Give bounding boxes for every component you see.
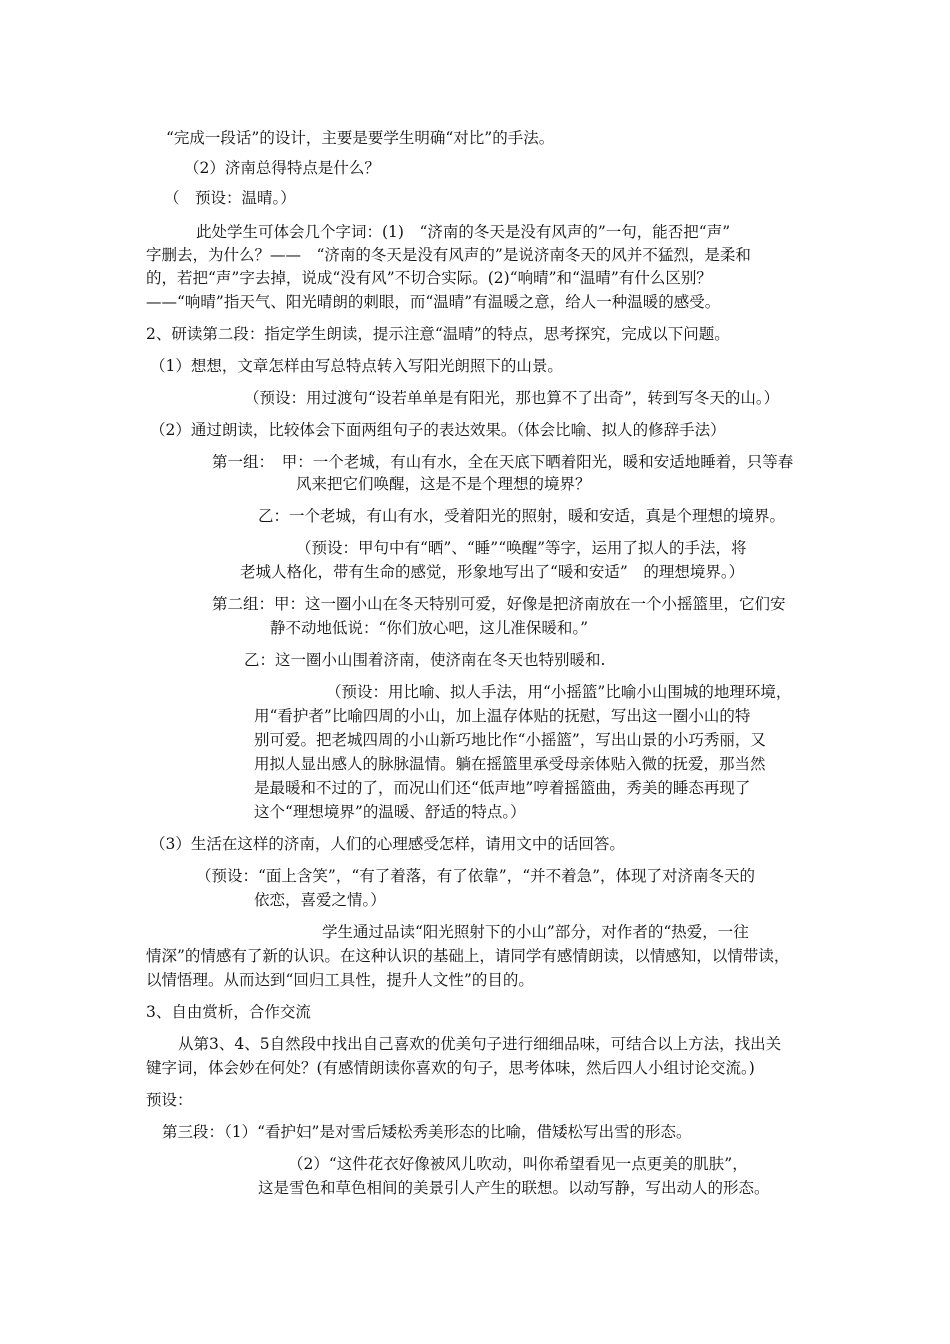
- section-heading: 3、自由赏析，合作交流: [146, 1003, 311, 1021]
- text-line: （3）生活在这样的济南，人们的心理感受怎样，请用文中的话回答。: [150, 835, 625, 853]
- text-line: 以情悟理。从而达到“回归工具性，提升人文性”的目的。: [146, 971, 534, 989]
- text-line: 此处学生可体会几个字词：(1) “济南的冬天是没有风声的”一句，能否把“声”: [196, 223, 731, 241]
- text-line: 别可爱。把老城四周的小山新巧地比作“小摇篮”，写出山景的小巧秀丽，又: [254, 731, 766, 749]
- text-line: 用“看护者”比喻四周的小山，加上温存体贴的抚慰，写出这一圈小山的特: [254, 707, 751, 725]
- text-line: “完成一段话”的设计，主要是要学生明确“对比”的手法。: [166, 129, 555, 147]
- text-line: 老城人格化，带有生命的感觉，形象地写出了“暖和安适” 的理想境界。）: [240, 563, 745, 581]
- text-line: 静不动地低说：“你们放心吧，这儿准保暖和。”: [270, 619, 589, 637]
- text-line: ——“响晴”指天气、阳光晴朗的刺眼，而“温晴”有温暖之意，给人一种温暖的感受。: [146, 293, 721, 311]
- text-line: （2）通过朗读，比较体会下面两组句子的表达效果。（体会比喻、拟人的修辞手法）: [150, 421, 726, 439]
- text-line: 这个“理想境界”的温暖、舒适的特点。）: [254, 803, 526, 821]
- text-line: 学生通过品读“阳光照射下的小山”部分，对作者的“热爱，一往: [322, 923, 749, 941]
- text-line: 乙：一个老城，有山有水，受着阳光的照射，暖和安适，真是个理想的境界。: [258, 507, 786, 525]
- text-line: 依恋，喜爱之情。）: [254, 891, 386, 909]
- text-line: 是最暖和不过的了，而况山们还“低声地”哼着摇篮曲，秀美的睡态再现了: [254, 779, 751, 797]
- text-line: 从第3、4、5自然段中找出自己喜欢的优美句子进行细细品味，可结合以上方法，找出关: [178, 1035, 782, 1053]
- text-line: （ 预设：温晴。）: [164, 189, 296, 207]
- text-line: （2）“这件花衣好像被风儿吹动，叫你希望看见一点更美的肌肤”，: [288, 1155, 748, 1173]
- text-line: 字删去，为什么？—— “济南的冬天是没有风声的”是说济南冬天的风并不猛烈，是柔和: [146, 246, 751, 264]
- text-line: 乙：这一圈小山围着济南，使济南在冬天也特别暖和.: [244, 651, 606, 669]
- text-line: 键字词，体会妙在何处？(有感情朗读你喜欢的句子，思考体味，然后四人小组讨论交流。): [146, 1059, 755, 1077]
- text-line: 的，若把“声”字去掉，说成“没有风”不切合实际。(2)“响晴”和“温晴”有什么区别？: [146, 269, 712, 287]
- text-line: 第三段：（1）“看护妇”是对雪后矮松秀美形态的比喻，借矮松写出雪的形态。: [162, 1123, 692, 1141]
- section-heading: 2、研读第二段：指定学生朗读，提示注意“温晴”的特点，思考探究，完成以下问题。: [146, 325, 730, 343]
- text-line: 预设：: [146, 1091, 193, 1109]
- text-line: （预设：甲句中有“晒”、“睡”“唤醒”等字，运用了拟人的手法，将: [296, 539, 747, 557]
- text-line: 风来把它们唤醒，这是不是个理想的境界？: [296, 475, 591, 493]
- text-line: （1）想想，文章怎样由写总特点转入写阳光朗照下的山景。: [150, 357, 563, 375]
- text-line: 情深”的情感有了新的认识。在这种认识的基础上，请同学有感情朗读，以情感知，以情带读，: [146, 947, 790, 965]
- text-line: （预设：用比喻、拟人手法，用“小摇篮”比喻小山围城的地理环境，: [326, 683, 792, 701]
- text-line: 这是雪色和草色相间的美景引人产生的联想。以动写静，写出动人的形态。: [258, 1179, 770, 1197]
- text-line: （2）济南总得特点是什么？: [184, 159, 380, 177]
- text-line: （预设：用过渡句“设若单单是有阳光，那也算不了出奇”，转到写冬天的山。）: [244, 389, 780, 407]
- text-line: 用拟人显出感人的脉脉温情。躺在摇篮里承受母亲体贴入微的抚爱，那当然: [254, 755, 766, 773]
- text-line: （预设：“面上含笑”，“有了着落，有了依靠”，“并不着急”，体现了对济南冬天的: [196, 867, 756, 885]
- text-line: 第一组： 甲：一个老城，有山有水，全在天底下晒着阳光，暖和安适地睡着，只等春: [212, 453, 794, 471]
- text-line: 第二组：甲：这一圈小山在冬天特别可爱，好像是把济南放在一个小摇篮里，它们安: [212, 595, 786, 613]
